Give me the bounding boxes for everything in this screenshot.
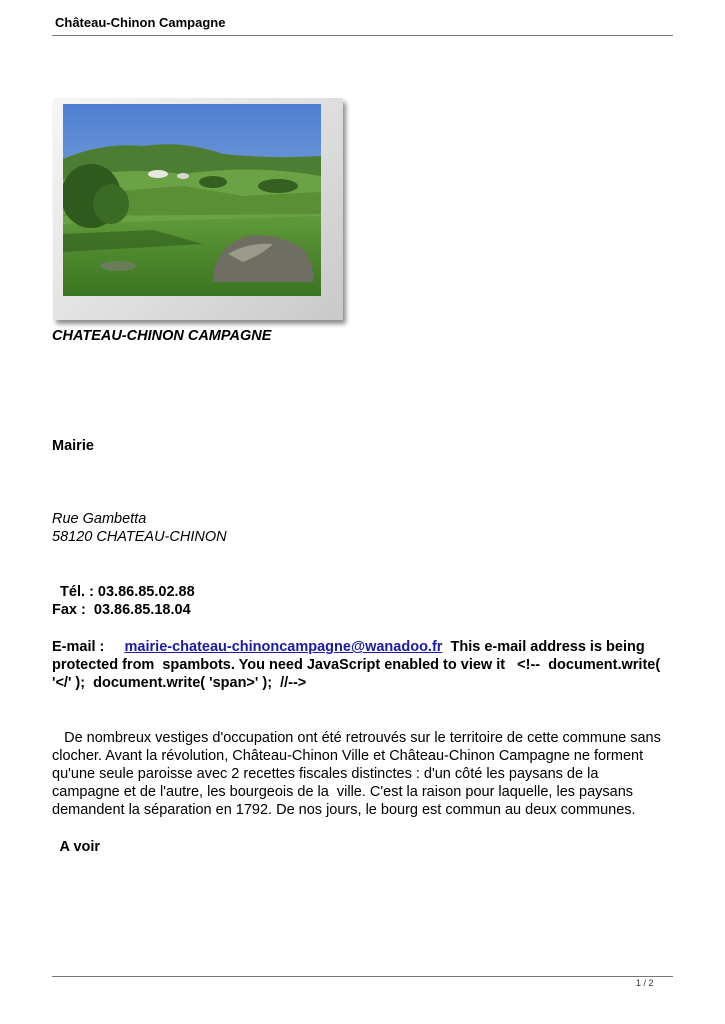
document-heading: CHATEAU-CHINON CAMPAGNE	[52, 328, 272, 344]
email-protection-note-line-2: protected from spambots. You need JavaScript enabled to view it <!-- document.write(	[52, 657, 661, 673]
footer-divider	[52, 976, 673, 977]
a-voir-heading: A voir	[52, 839, 101, 855]
landscape-photo	[63, 104, 321, 296]
telephone-line: Tél. : 03.86.85.02.88	[52, 584, 195, 600]
email-protection-note-line-3: '</' ); document.write( 'span>' ); //-->	[52, 675, 307, 691]
history-paragraph: De nombreux vestiges d'occupation ont été retrouvés sur le territoire de cette commune sans clocher. Avant la révolution, Château-Chinon Ville et Château-Chinon Campagne ne forment qu'une seule paroisse avec 2 recettes fiscales distinctes : d'un côté les paysans de la campagne et de l'autre, les bourgeois de la ville. C'est la raison pour laquelle, les paysans demandent la séparation en 1792. De nos jours, le bourg est commun au deux communes.	[52, 730, 665, 818]
landscape-photo-frame	[53, 98, 343, 320]
mairie-label: Mairie	[52, 438, 94, 454]
address-street: Rue Gambetta	[52, 511, 147, 527]
email-link[interactable]: mairie-chateau-chinoncampagne@wanadoo.fr	[124, 639, 443, 655]
email-label: E-mail :	[52, 639, 105, 655]
page-number: 1 / 2	[636, 978, 654, 988]
fax-line: Fax : 03.86.85.18.04	[52, 602, 191, 618]
email-protection-note: This e-mail address is being	[450, 639, 645, 655]
email-line	[52, 638, 645, 656]
address-city: 58120 CHATEAU-CHINON	[52, 529, 227, 545]
header-divider	[52, 35, 673, 36]
page-header-title: Château-Chinon Campagne	[55, 15, 226, 30]
